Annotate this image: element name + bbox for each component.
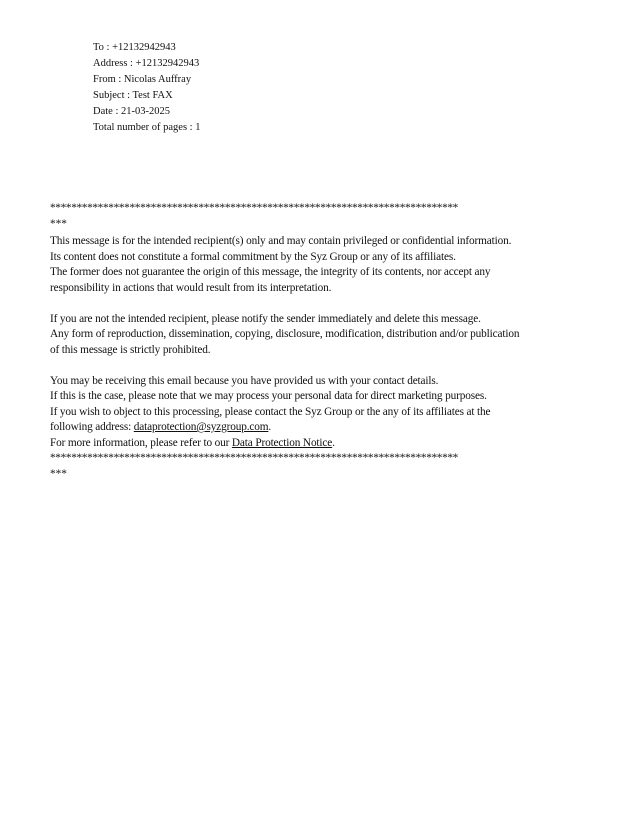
disclaimer-paragraph-1 xyxy=(50,234,550,296)
text-line: responsibility in actions that would result from its interpretation. xyxy=(50,281,332,294)
info-suffix: . xyxy=(332,436,335,449)
text-line: You may be receiving this email because you have provided us with your contact details. xyxy=(50,374,439,387)
fax-header xyxy=(93,40,200,136)
address-line xyxy=(50,420,550,436)
separator-stars-top-tail: *** xyxy=(50,217,67,230)
fax-address: Address : +12132942943 xyxy=(93,58,200,69)
text-line: of this message is strictly prohibited. xyxy=(50,343,211,356)
separator-stars-top: ***************************************************************************** xyxy=(50,202,458,214)
info-prefix: For more information, please refer to our xyxy=(50,436,232,449)
fax-date: Date : 21-03-2025 xyxy=(93,106,170,117)
address-suffix: . xyxy=(268,421,272,433)
text-line: The former does not guarantee the origin of this message, the integrity of its contents, nor accept any xyxy=(50,266,491,278)
disclaimer-paragraph-3 xyxy=(50,374,550,452)
fax-from: From : Nicolas Auffray xyxy=(93,74,192,85)
address-prefix: following address: xyxy=(50,421,134,433)
disclaimer-paragraph-2 xyxy=(50,312,550,359)
fax-subject: Subject : Test FAX xyxy=(93,90,173,101)
data-protection-notice-link[interactable]: Data Protection Notice xyxy=(231,436,333,449)
text-line: If you are not the intended recipient, please notify the sender immediately and delete this message. xyxy=(50,312,481,325)
separator-stars-bottom: ***************************************************************************** xyxy=(50,452,458,464)
text-line: This message is for the intended recipient(s) only and may contain privileged or confidential information. xyxy=(50,235,512,247)
text-line: Any form of reproduction, dissemination, copying, disclosure, modification, distribution and/or publication xyxy=(50,328,520,340)
info-line xyxy=(50,436,550,452)
text-line: Its content does not constitute a formal commitment by the Syz Group or any of its affiliates. xyxy=(50,250,456,263)
text-line: If this is the case, please note that we may process your personal data for direct marketing purposes. xyxy=(50,390,487,402)
text-line: If you wish to object to this processing, please contact the Syz Group or the any of its affiliates at the xyxy=(50,405,491,418)
fax-to: To : +12132942943 xyxy=(93,42,176,53)
separator-stars-bottom-tail: *** xyxy=(50,467,67,480)
disclaimer xyxy=(50,201,550,484)
fax-total-pages: Total number of pages : 1 xyxy=(93,122,201,133)
email-link[interactable]: dataprotection@syzgroup.com xyxy=(133,421,269,433)
